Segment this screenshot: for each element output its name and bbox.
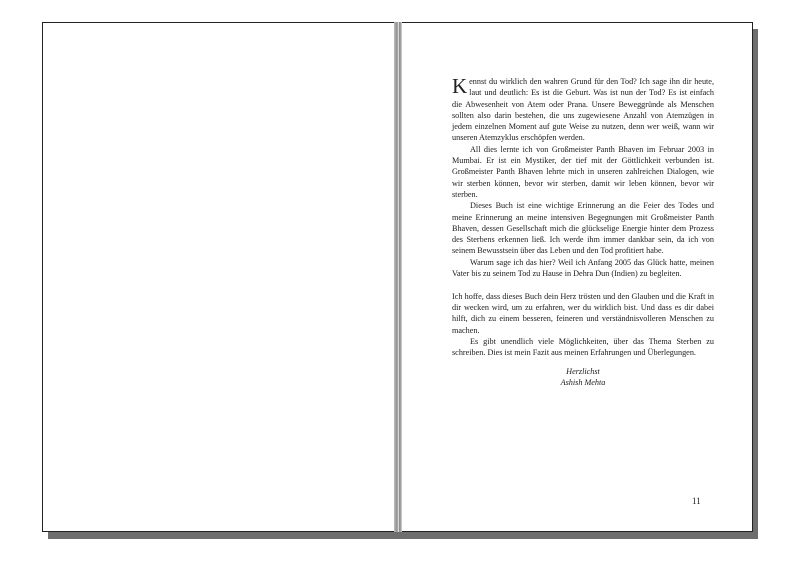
book-gutter	[394, 22, 402, 532]
closing-word: Herzlichst	[566, 367, 600, 376]
right-page	[398, 22, 753, 532]
paragraph-1	[452, 76, 714, 144]
signoff	[452, 366, 714, 389]
paragraph-2: All dies lernte ich von Großmeister Panth Bhaven im Februar 2003 in Mumbai. Er ist ein Mystiker, der tief mit der Göttlichkeit verbunden ist. Großmeister Panth Bhaven lehrte mich in unseren zahlreichen Dialogen, wie wir sterben können, bevor wir sterben, damit wir leben können, bevor wir sterben.	[452, 144, 714, 199]
paragraph-4: Warum sage ich das hier? Weil ich Anfang 2005 das Glück hatte, meinen Vater bis zu seinem Tod zu Hause in Dehra Dun (Indien) zu begleiten.	[452, 257, 714, 279]
paragraph-6: Es gibt unendlich viele Möglichkeiten, über das Thema Sterben zu schreiben. Dies ist mein Fazit aus meinen Erfahrungen und Überlegungen.	[452, 336, 714, 358]
author-name: Ashish Mehta	[560, 378, 606, 388]
page-number: 11	[692, 496, 701, 506]
drop-cap: K	[452, 74, 468, 98]
paragraph-3: Dieses Buch ist eine wichtige Erinnerung an die Feier des Todes und meine Erinnerung an meine intensiven Begegnungen mit Großmeister Panth Bhaven, dessen Gesellschaft mich die glückselige Energie hinter dem Prozess des Sterbens erkennen ließ. Ich werde ihm immer dankbar sein, da ich von seinem Bewusstsein über das Leben und den Tod profitiert habe.	[452, 201, 714, 256]
left-page	[42, 22, 397, 532]
paragraph-1-text: ennst du wirklich den wahren Grund für den Tod? Ich sage ihn dir heute, laut und deutlich: Es ist die Geburt. Was ist nun der Tod? Es ist einfach die Abwesenheit von Atem oder Prana. Unsere Beweggründe als Menschen sollten also darin bestehen, die uns zugewiesene Anzahl von Atemzügen in jedem einzelnen Moment auf gute Weise zu nutzen, denn wer weiß, wann wir unseren Atemzyklus erschöpfen werden.	[452, 77, 714, 143]
body-text	[452, 76, 714, 358]
paragraph-5: Ich hoffe, dass dieses Buch dein Herz trösten und den Glauben und die Kraft in dir wecken wird, um zu erfahren, wer du wirklich bist. Und dass es dir dabei hilft, dich zu einem besseren, feineren und verständnisvolleren Menschen zu machen.	[452, 291, 714, 335]
book-spread	[42, 22, 752, 532]
